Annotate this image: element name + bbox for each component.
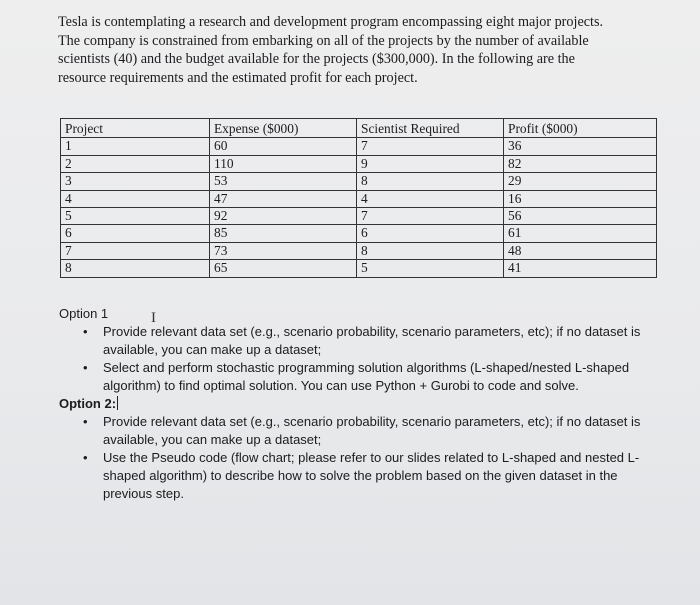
table-row: [61, 155, 657, 172]
cell-profit: 41: [504, 260, 657, 277]
col-header-scientists: Scientist Required: [357, 119, 504, 138]
list-item-text: Select and perform stochastic programming solution algorithms (L-shaped/nested L-shaped algorithm) to find optimal solution. You can use Python + Gurobi to code and solve.: [103, 360, 630, 393]
option-1-list: [59, 323, 659, 395]
problem-statement: Tesla is contemplating a research and development program encompassing eight major projects. The company is constrained from embarking on all of the projects by the number of available scientists (40) and the budget available for the projects ($300,000). In the following are the resource requirements and the estimated profit for each project.: [58, 14, 604, 86]
bullet-icon: •: [83, 450, 88, 465]
list-item-text: Provide relevant data set (e.g., scenario probability, scenario parameters, etc); if no dataset is available, you can make up a dataset;: [103, 414, 641, 447]
bullet-icon: •: [83, 324, 88, 339]
table-row: [61, 138, 657, 155]
list-item: [59, 449, 659, 503]
cell-profit: 56: [504, 207, 657, 224]
cell-expense: 73: [210, 242, 357, 259]
cell-profit: 29: [504, 173, 657, 190]
cell-profit: 82: [504, 155, 657, 172]
cell-project: 6: [61, 225, 210, 242]
cell-profit: 36: [504, 138, 657, 155]
cell-project: 3: [61, 173, 210, 190]
cell-scientists: 4: [357, 190, 504, 207]
option-1-label: Option 1: [59, 306, 109, 321]
bullet-icon: •: [83, 414, 88, 429]
cell-scientists: 7: [357, 207, 504, 224]
cell-expense: 53: [210, 173, 357, 190]
cell-expense: 65: [210, 260, 357, 277]
caret: [117, 396, 118, 410]
options-section: [59, 305, 659, 503]
cell-expense: 110: [210, 155, 357, 172]
cell-scientists: 6: [357, 225, 504, 242]
project-table: [60, 118, 657, 278]
table-row: [61, 242, 657, 259]
col-header-expense: Expense ($000): [210, 119, 357, 138]
cell-profit: 16: [504, 190, 657, 207]
table-row: [61, 190, 657, 207]
option-2-label: Option 2:: [59, 396, 117, 411]
list-item: [59, 413, 659, 449]
table-row: [61, 260, 657, 277]
list-item: [59, 359, 659, 395]
text-cursor-icon: I: [151, 310, 156, 326]
cell-profit: 48: [504, 242, 657, 259]
cell-profit: 61: [504, 225, 657, 242]
cell-project: 1: [61, 138, 210, 155]
cell-expense: 47: [210, 190, 357, 207]
cell-scientists: 9: [357, 155, 504, 172]
cell-project: 8: [61, 260, 210, 277]
list-item: [59, 323, 659, 359]
table-header-row: [61, 119, 657, 138]
cell-expense: 92: [210, 207, 357, 224]
cell-scientists: 8: [357, 173, 504, 190]
list-item-text: Use the Pseudo code (flow chart; please refer to our slides related to L-shaped and nested L-shaped algorithm) to describe how to solve the problem based on the given dataset in the previous step.: [103, 450, 640, 501]
table-row: [61, 207, 657, 224]
table-row: [61, 173, 657, 190]
bullet-icon: •: [83, 360, 88, 375]
cell-project: 4: [61, 190, 210, 207]
cell-project: 7: [61, 242, 210, 259]
cell-expense: 60: [210, 138, 357, 155]
cell-scientists: 7: [357, 138, 504, 155]
option-2-list: [59, 413, 659, 503]
cell-project: 5: [61, 207, 210, 224]
col-header-profit: Profit ($000): [504, 119, 657, 138]
cell-expense: 85: [210, 225, 357, 242]
table-row: [61, 225, 657, 242]
col-header-project: Project: [61, 119, 210, 138]
cell-project: 2: [61, 155, 210, 172]
cell-scientists: 8: [357, 242, 504, 259]
cell-scientists: 5: [357, 260, 504, 277]
list-item-text: Provide relevant data set (e.g., scenario probability, scenario parameters, etc); if no dataset is available, you can make up a dataset;: [103, 324, 641, 357]
